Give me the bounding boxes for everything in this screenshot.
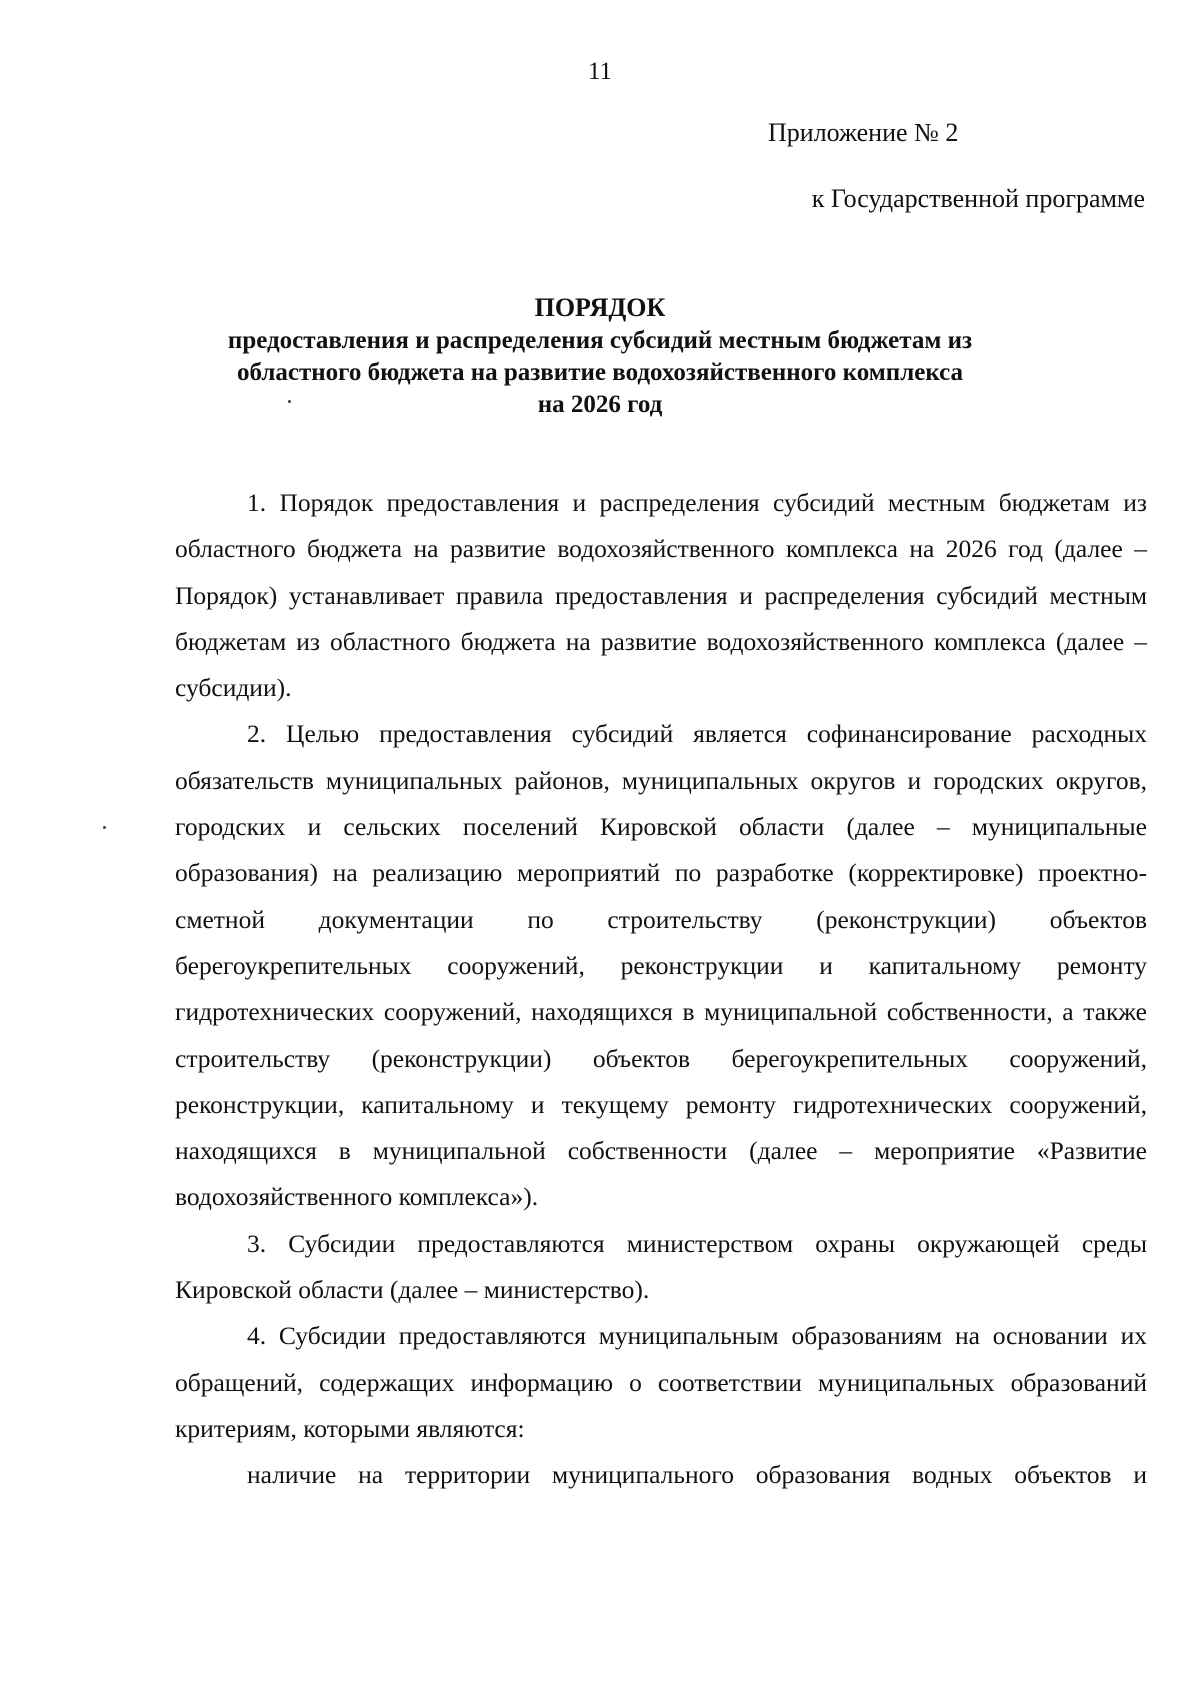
- page-number: 11: [587, 58, 613, 85]
- title-line-2: областного бюджета на развитие водохозяйственного комплекса: [236, 359, 963, 386]
- document-body: [175, 480, 1147, 1499]
- document-title: [150, 292, 1050, 421]
- appendix-reference: к Государственной программе: [811, 184, 1145, 213]
- scan-speck: [103, 826, 106, 829]
- paragraph-4: 4. Субсидии предоставляются муниципальным образованиям на основании их обращений, содержащих информацию о соответствии муниципальных образований критериям, которыми являются:: [175, 1321, 1147, 1443]
- title-line-1: предоставления и распределения субсидий местным бюджетам из: [227, 327, 973, 354]
- title-heading: ПОРЯДОК: [534, 293, 666, 322]
- paragraph-2: 2. Целью предоставления субсидий является софинансирование расходных обязательств муниципальных районов, муниципальных округов и городских округов, городских и сельских поселений Кировской области (далее – муниципальные образования) на реализацию мероприятий по разработке (корректировке) проектно-сметной документации по строительству (реконструкции) объектов берегоукрепительных сооружений, реконструкции и капитальному ремонту гидротехнических сооружений, находящихся в муниципальной собственности, а также строительству (реконструкции) объектов берегоукрепительных сооружений, реконструкции, капитальному и текущему ремонту гидротехнических сооружений, находящихся в муниципальной собственности (далее – мероприятие «Развитие водохозяйственного комплекса»).: [175, 719, 1147, 1212]
- appendix-label: Приложение № 2: [768, 118, 959, 147]
- paragraph-3: 3. Субсидии предоставляются министерством охраны окружающей среды Кировской области (далее – министерство).: [175, 1228, 1147, 1305]
- paragraph-5: наличие на территории муниципального образования водных объектов и: [247, 1460, 1147, 1490]
- scan-speck: [288, 400, 291, 403]
- paragraph-1: 1. Порядок предоставления и распределения субсидий местным бюджетам из областного бюджета на развитие водохозяйственного комплекса на 2026 год (далее – Порядок) устанавливает правила предоставления и распределения субсидий местным бюджетам из областного бюджета на развитие водохозяйственного комплекса (далее – субсидии).: [175, 488, 1147, 703]
- title-line-3: на 2026 год: [537, 391, 663, 418]
